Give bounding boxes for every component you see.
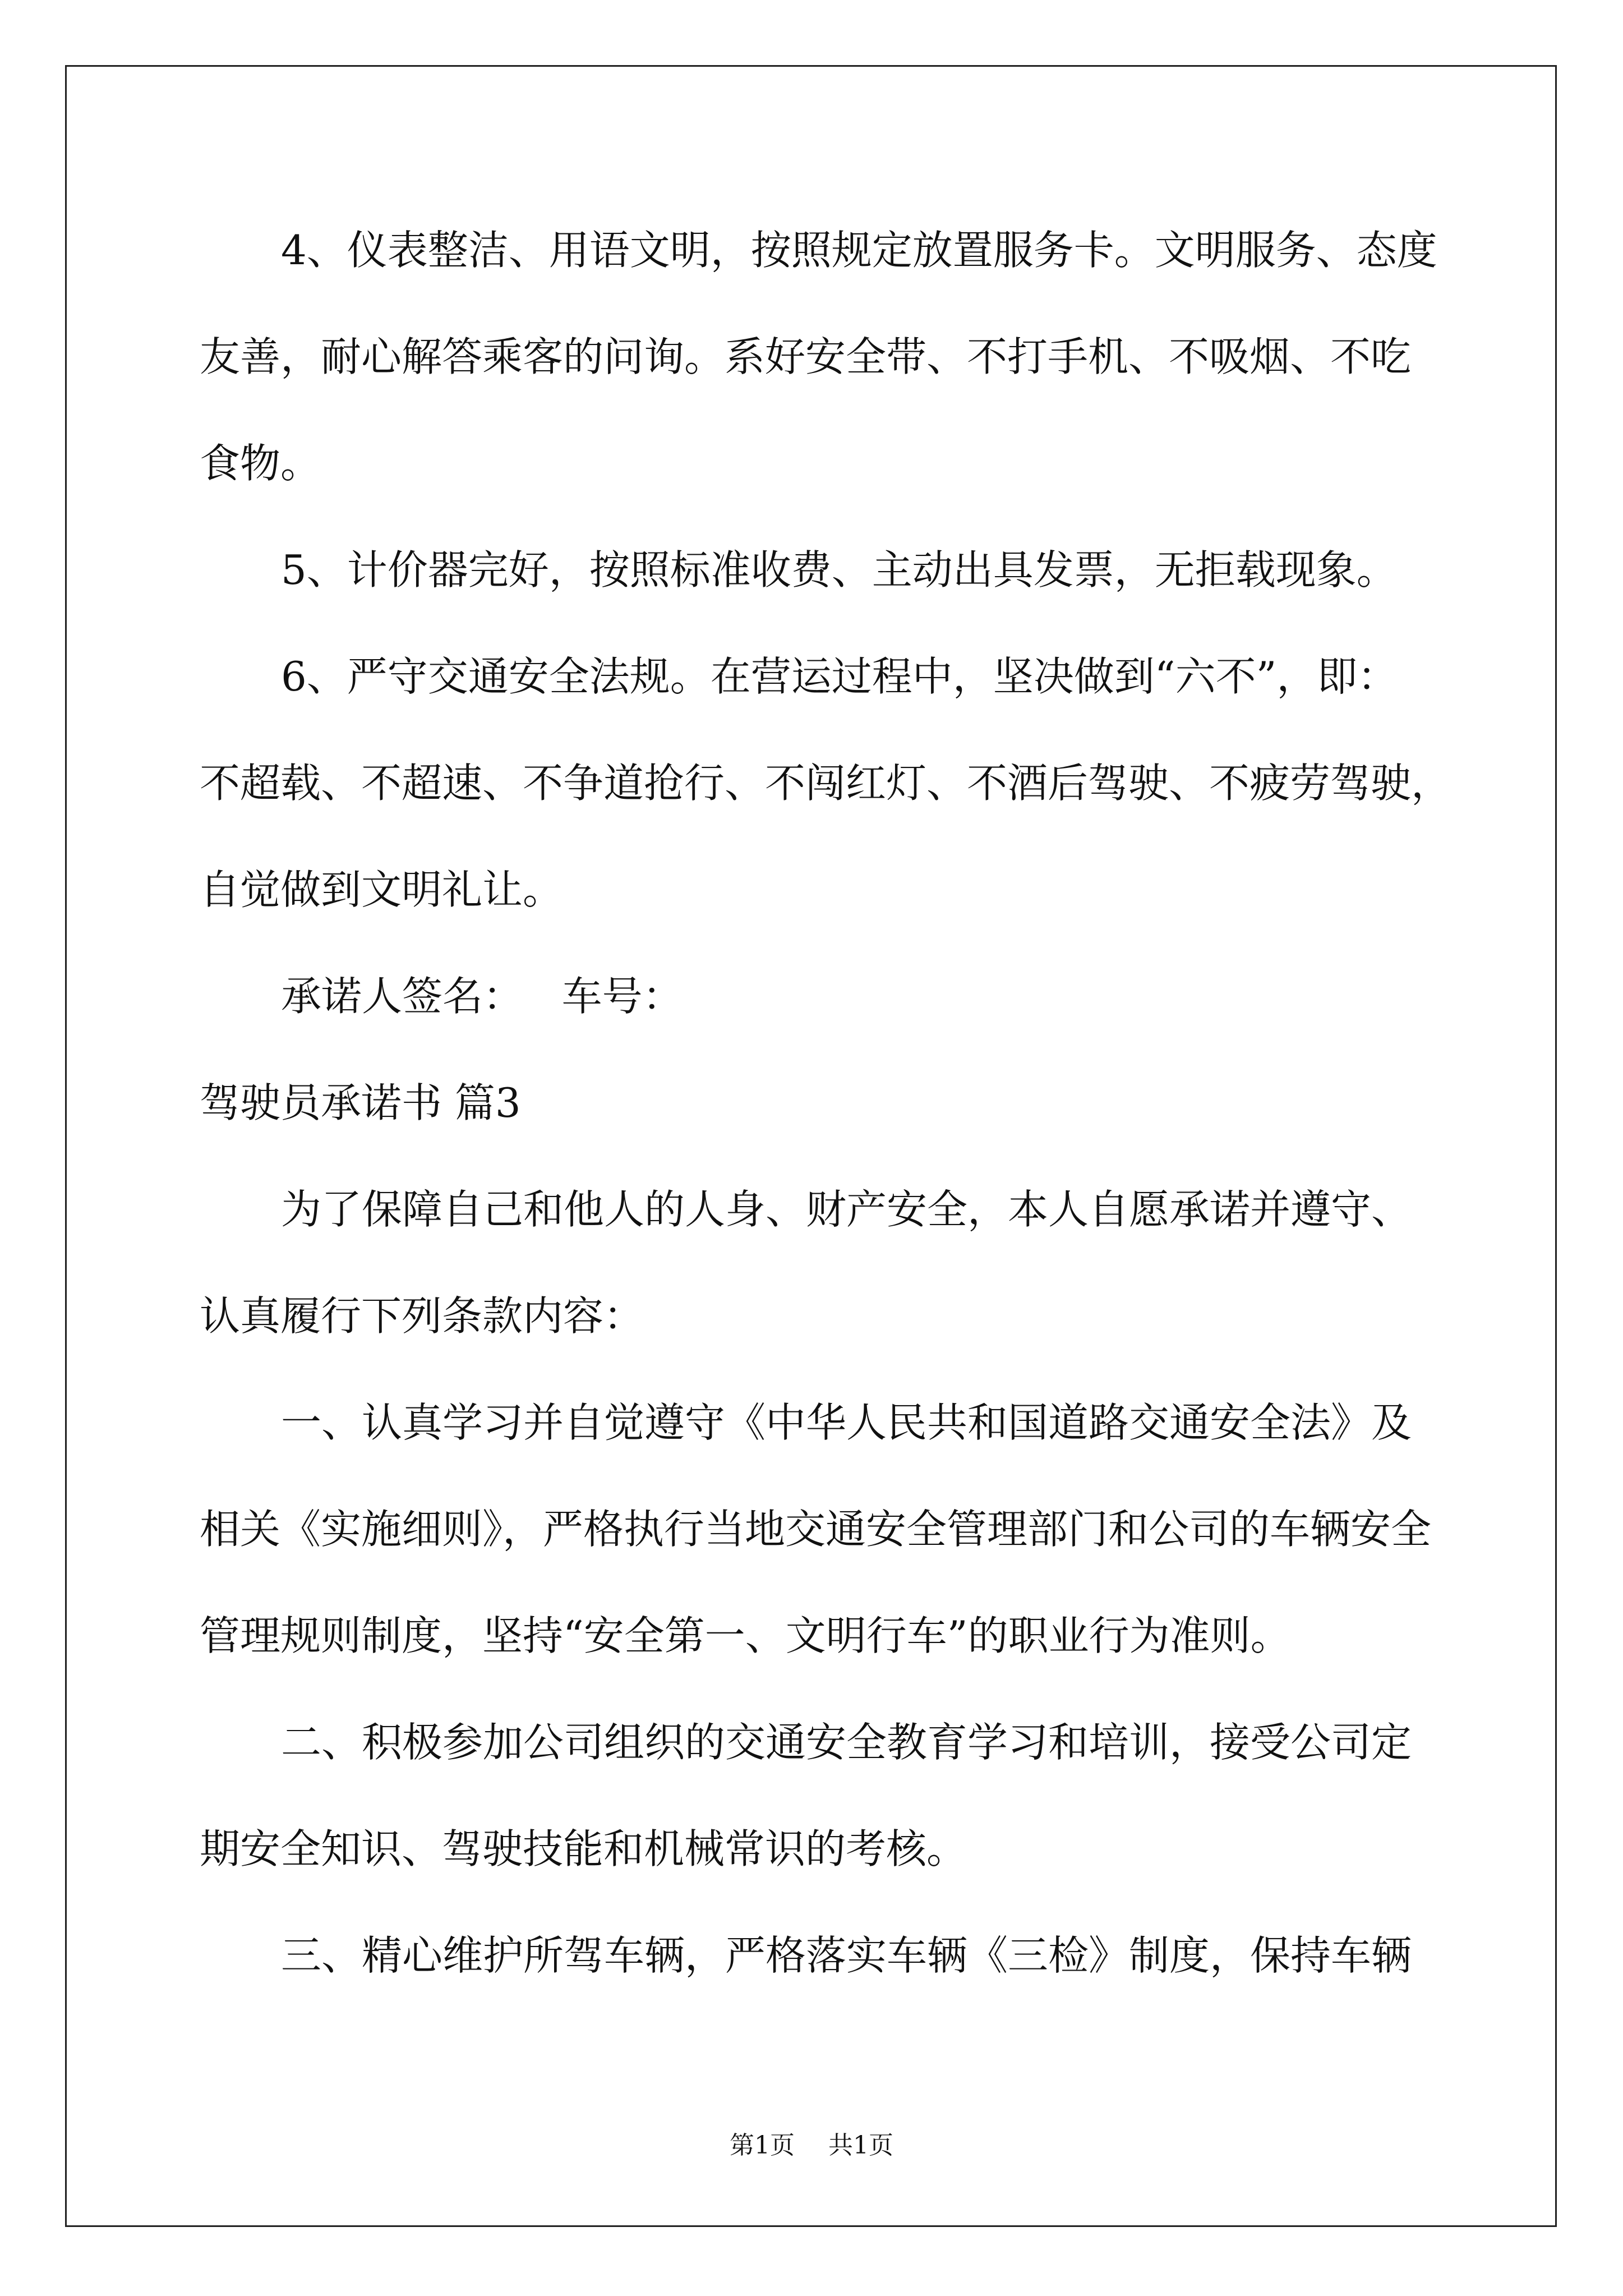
page-number: 第1页: [730, 2131, 795, 2160]
section-heading: 驾驶员承诺书 篇3: [200, 1079, 521, 1126]
page-total: 共1页: [828, 2131, 893, 2160]
paragraph-line: 三、精心维护所驾车辆，严格落实车辆《三检》制度，保持车辆: [281, 1932, 1412, 1979]
paragraph-line: 5、计价器完好，按照标准收费、主动出具发票，无拒载现象。: [281, 546, 1397, 593]
paragraph-line: 友善，耐心解答乘客的问询。系好安全带、不打手机、不吸烟、不吃: [200, 333, 1412, 380]
paragraph-line: 二、积极参加公司组织的交通安全教育学习和培训，接受公司定: [281, 1719, 1412, 1766]
page-footer: [0, 2129, 1623, 2162]
paragraph-line: 4、仪表整洁、用语文明，按照规定放置服务卡。文明服务、态度: [281, 227, 1437, 274]
paragraph-line: 管理规则制度，坚持“安全第一、文明行车”的职业行为准则。: [200, 1612, 1291, 1659]
paragraph-line: 相关《实施细则》，严格执行当地交通安全管理部门和公司的车辆安全: [200, 1506, 1432, 1553]
paragraph-line: 食物。: [200, 440, 321, 487]
paragraph-line: 自觉做到文明礼让。: [200, 866, 564, 913]
paragraph-line: 期安全知识、驾驶技能和机械常识的考核。: [200, 1825, 967, 1872]
paragraph-line: 为了保障自己和他人的人身、财产安全，本人自愿承诺并遵守、: [281, 1186, 1412, 1233]
paragraph-line: 认真履行下列条款内容：: [200, 1292, 644, 1340]
signature-line: 承诺人签名： 车号：: [281, 973, 683, 1020]
paragraph-line: 6、严守交通安全法规。在营运过程中，坚决做到“六不”，即：: [281, 653, 1398, 700]
paragraph-line: 不超载、不超速、不争道抢行、不闯红灯、不酒后驾驶、不疲劳驾驶，: [200, 760, 1452, 807]
page-border: [65, 65, 1557, 2227]
paragraph-line: 一、认真学习并自觉遵守《中华人民共和国道路交通安全法》及: [281, 1399, 1412, 1446]
